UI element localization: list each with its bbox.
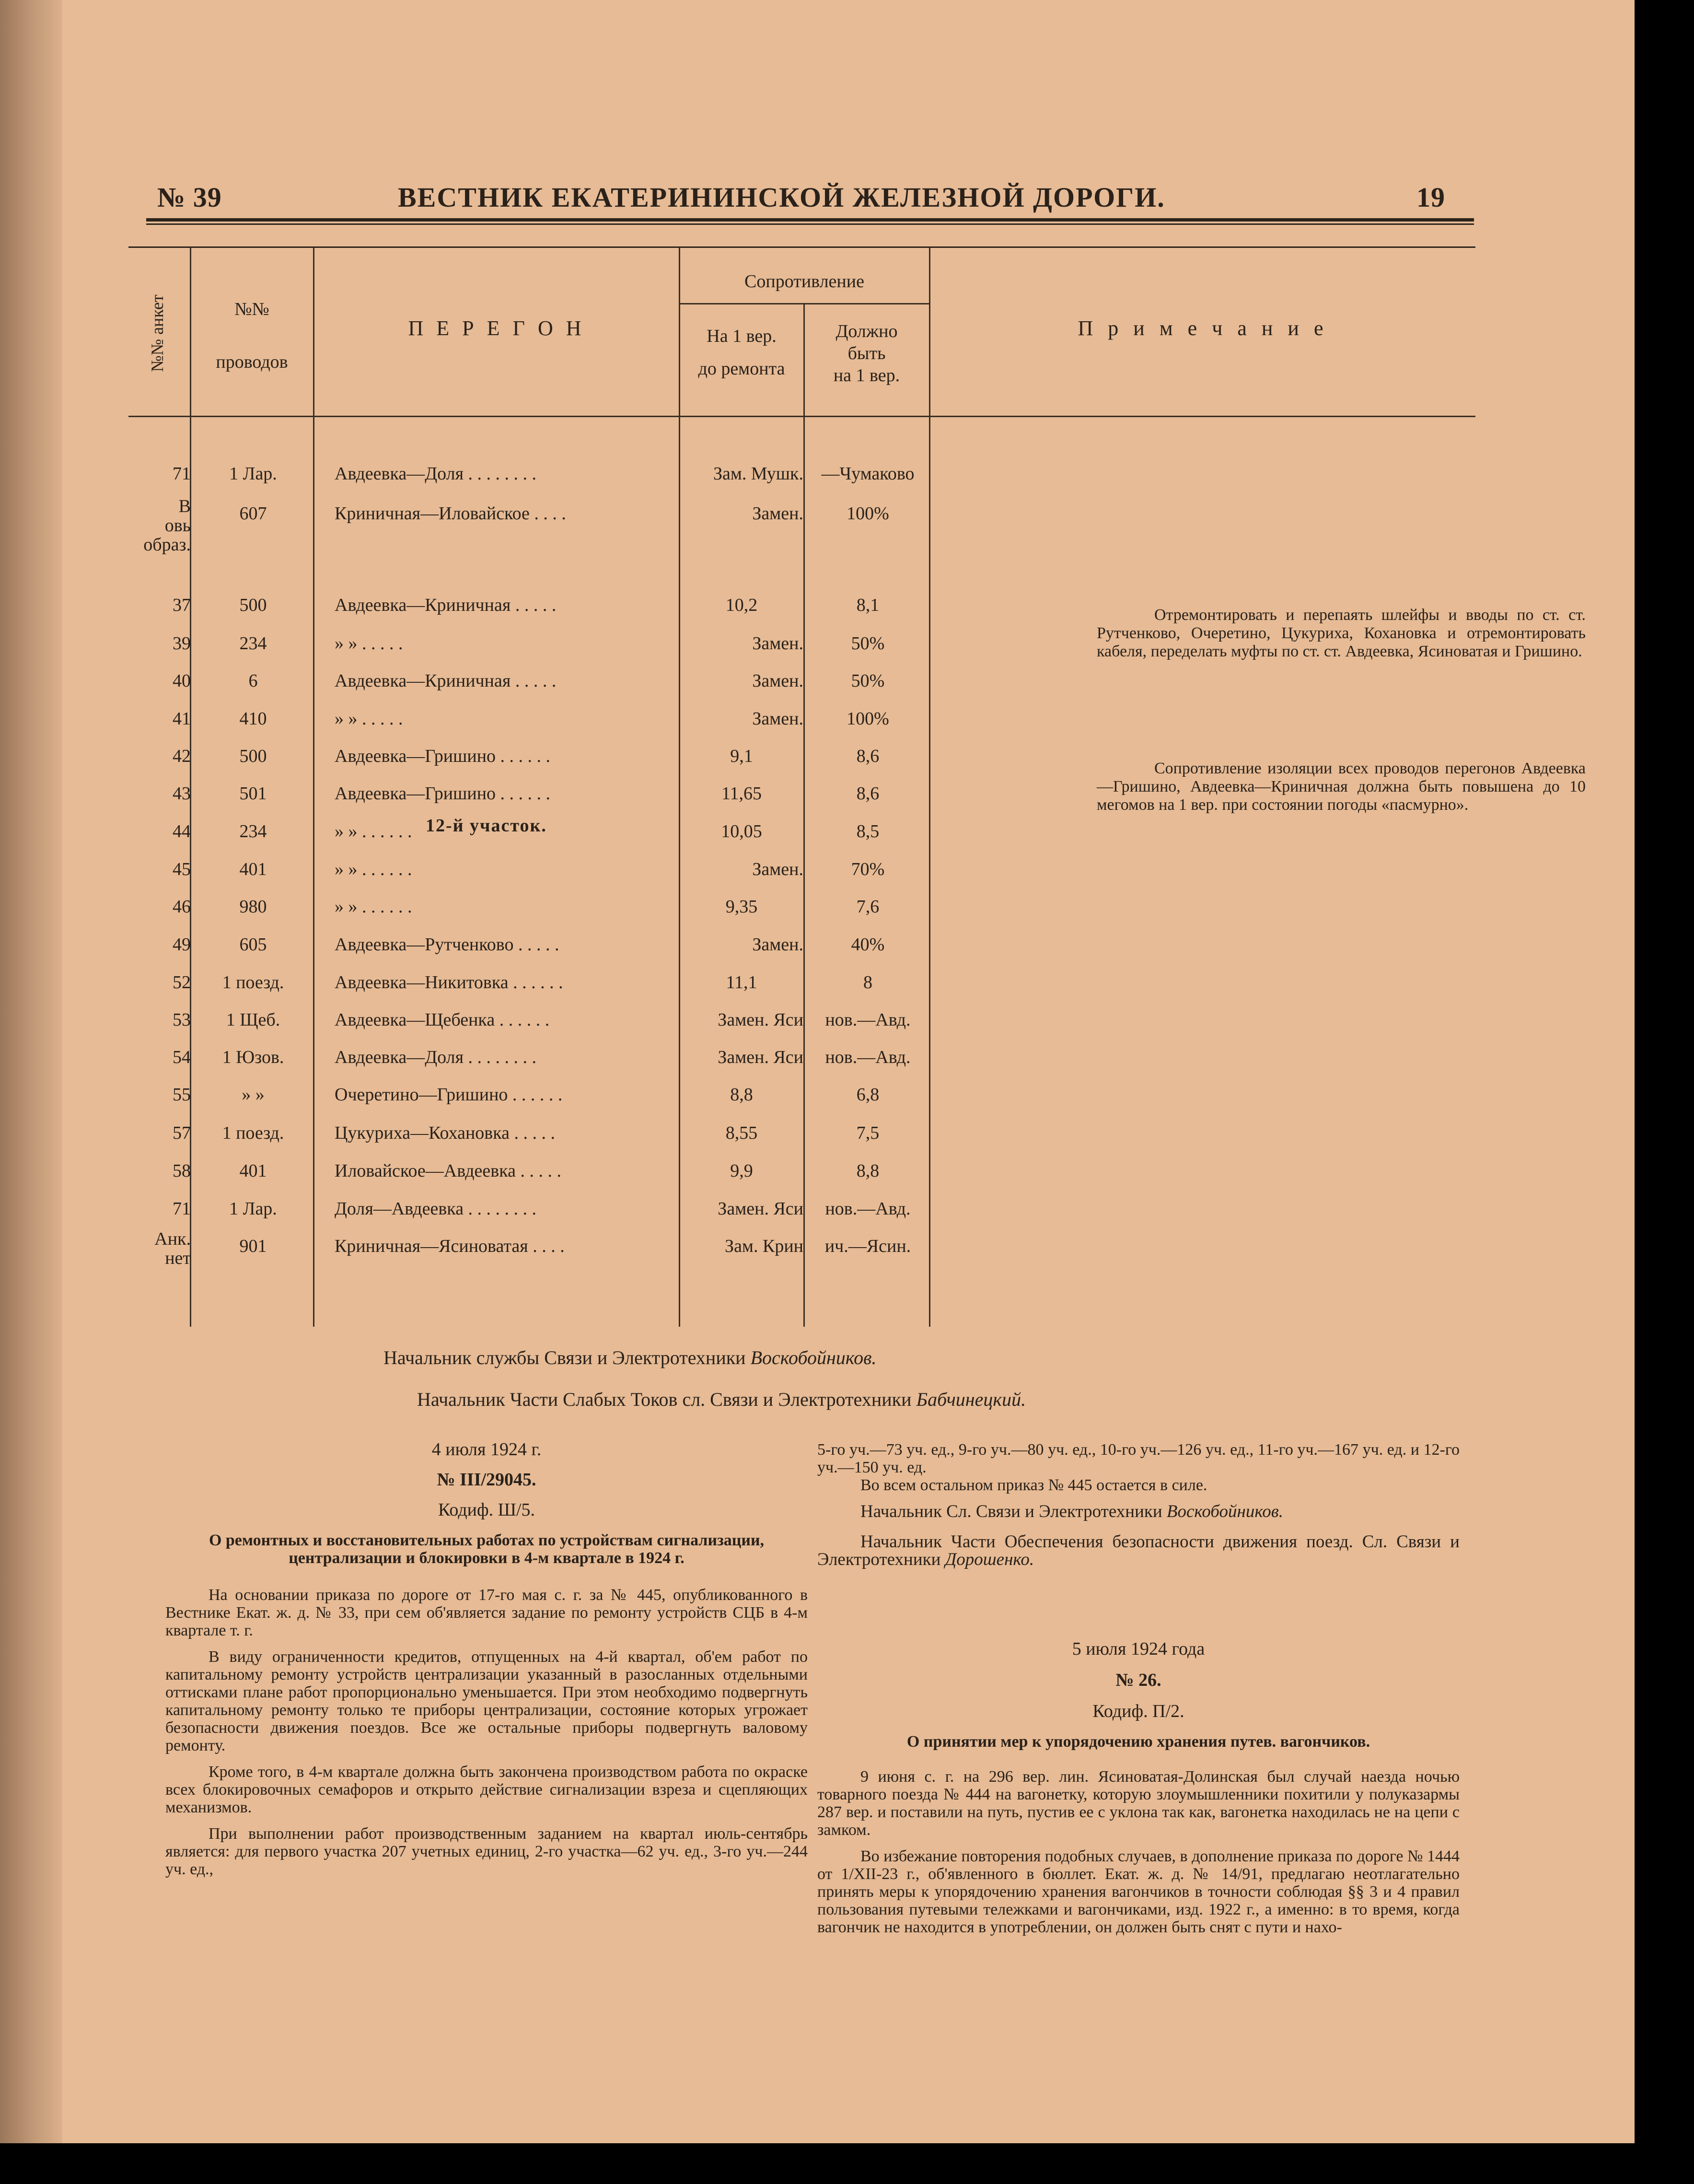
row-before-repair: 9,9	[730, 1161, 753, 1181]
row-peregon: Иловайское—Авдеевка . . . . .	[335, 1161, 561, 1181]
order-codif: Кодиф. Ш/5.	[438, 1500, 535, 1520]
row-peregon: Очеретино—Гришино . . . . . .	[335, 1085, 563, 1105]
row-before-repair: 10,05	[721, 821, 762, 841]
row-should-be: ич.—Ясин.	[824, 1236, 911, 1256]
row-before-repair: Зам. Мушк.	[713, 464, 803, 484]
row-wire-number: 6	[248, 671, 258, 691]
order2-number: № 26.	[1115, 1670, 1161, 1690]
row-peregon: » » . . . . .	[335, 709, 403, 729]
right-column	[817, 1441, 1460, 1945]
col-header-before-1: На 1 вер.	[707, 326, 777, 346]
row-wire-number: 401	[239, 859, 267, 879]
row-wire-number: 1 Лар.	[229, 1199, 277, 1219]
row-should-be: 100%	[847, 709, 889, 729]
order2-title: О принятии мер к упорядочению хранения путев. вагончиков.	[906, 1733, 1370, 1751]
row-peregon: Авдеевка—Рутченково . . . . .	[335, 934, 559, 955]
col-header-peregon: П Е Р Е Г О Н	[408, 316, 585, 340]
row-peregon: Авдеевка—Криничная . . . . .	[335, 595, 557, 615]
row-before-repair: 9,1	[730, 746, 753, 766]
table-row	[128, 455, 934, 492]
table-row	[128, 1227, 934, 1268]
table-row	[128, 700, 934, 737]
row-wire-number: 605	[239, 934, 267, 955]
row-peregon: Авдеевка—Доля . . . . . . . .	[335, 1047, 537, 1067]
header-bottom-rule	[128, 416, 1475, 417]
page-number: 19	[1416, 182, 1445, 213]
row-before-repair: 11,65	[721, 783, 762, 804]
row-wire-number: 234	[239, 633, 267, 654]
issue-number: № 39	[157, 182, 222, 213]
row-peregon: Криничная—Иловайское . . . .	[335, 503, 566, 524]
table-row	[128, 964, 934, 1001]
row-anc: 49	[173, 934, 191, 955]
row-peregon: Авдеевка—Никитовка . . . . . .	[335, 972, 563, 993]
row-before-repair: Замен. Яси	[718, 1047, 803, 1067]
table-row	[128, 926, 934, 963]
row-before-repair: Замен.	[752, 671, 803, 691]
col-header-should-1: Должно	[835, 321, 898, 341]
note-repair: Отремонтировать и перепаять шлейфы и вводы по ст. ст. Рутченково, Очеретино, Цукуриха, Кохановка и отремонтировать кабеля, переделать муфты по ст. ст. Авдеевка, Ясиноватая и Гришино.	[1097, 606, 1586, 660]
row-before-repair: 9,35	[725, 897, 758, 917]
table-row	[128, 1114, 934, 1152]
row-wire-number: 500	[239, 746, 267, 766]
row-anc: В овь образ.	[143, 496, 191, 555]
table-row	[128, 1076, 934, 1113]
table-row	[128, 625, 934, 662]
row-anc: 46	[173, 897, 191, 917]
row-before-repair: 10,2	[725, 595, 758, 615]
row-anc: Анк. нет	[154, 1229, 191, 1268]
row-should-be: 8,1	[856, 595, 880, 615]
row-wire-number: 1 поезд.	[222, 1123, 284, 1143]
row-should-be: 8,6	[856, 783, 880, 804]
row-should-be: 40%	[851, 934, 885, 955]
row-before-repair: 11,1	[726, 972, 757, 993]
row-anc: 40	[173, 671, 191, 691]
row-peregon: Доля—Авдеевка . . . . . . . .	[335, 1199, 537, 1219]
header-subrule	[680, 303, 929, 304]
row-before-repair: Замен. Яси	[718, 1199, 803, 1219]
row-peregon: Авдеевка—Криничная . . . . .	[335, 671, 557, 691]
paragraph: 5-го уч.—73 уч. ед., 9-го уч.—80 уч. ед., 10-го уч.—126 уч. ед., 11-го уч.—167 уч. ед. и 12-го уч.—150 уч. ед.	[817, 1441, 1460, 1476]
row-should-be: 50%	[851, 671, 885, 691]
row-peregon: » » . . . . . .	[335, 859, 412, 879]
row-anc: 39	[173, 633, 191, 654]
row-anc: 52	[173, 972, 191, 993]
order-title: О ремонтных и восстановительных работах по устройствам сигнализации, централизации и блокировки в 4-м квартале в 1924 г.	[209, 1531, 765, 1567]
signature-3	[817, 1503, 1460, 1520]
header-rule-thin	[146, 223, 1474, 225]
col-header-note: П р и м е ч а н и е	[1078, 316, 1328, 340]
row-before-repair: Замен.	[752, 709, 803, 729]
signature-2-name: Бабчинецкий.	[916, 1389, 1026, 1410]
row-wire-number: 1 Лар.	[229, 464, 277, 484]
row-should-be: нов.—Авд.	[825, 1199, 911, 1219]
left-column	[165, 1441, 808, 1887]
row-peregon: » » . . . . . .	[335, 897, 412, 917]
row-before-repair: 8,55	[725, 1123, 758, 1143]
paragraph: Во всем остальном приказ № 445 остается в силе.	[860, 1476, 1207, 1494]
table-row	[128, 1001, 934, 1039]
row-should-be: —Чумаково	[821, 464, 915, 484]
row-should-be: 6,8	[856, 1085, 880, 1105]
row-should-be: 7,5	[856, 1123, 880, 1143]
row-peregon: Авдеевка—Гришино . . . . . .	[335, 783, 551, 804]
table-row	[128, 1152, 934, 1190]
row-should-be: 8	[863, 972, 872, 993]
row-peregon: » » . . . . . .	[335, 821, 412, 841]
row-before-repair: 8,8	[730, 1085, 753, 1105]
row-wire-number: 234	[239, 821, 267, 841]
paragraph: Кроме того, в 4-м квартале должна быть закончена производством работа по окраске всех блокировочных семафоров и открыто действие сигнализации взреза и сцепляющих механизмов.	[165, 1763, 808, 1816]
resistance-table	[128, 248, 1586, 1327]
row-anc: 45	[173, 859, 191, 879]
table-row	[128, 586, 934, 624]
row-should-be: нов.—Авд.	[825, 1047, 911, 1067]
row-wire-number: 901	[239, 1236, 267, 1256]
paragraph: 9 июня с. г. на 296 вер. лин. Ясиноватая-Долинская был случай наезда ночью товарного поезда № 444 на вагонетку, которую злоумышленники похитили у полуказармы 287 вер. и поставили на путь, пустив ее с уклона так как, вагонетка находилась не на цепи с замком.	[817, 1768, 1460, 1839]
row-anc: 43	[173, 783, 191, 804]
row-peregon: Авдеевка—Гришино . . . . . .	[335, 746, 551, 766]
row-anc: 54	[173, 1047, 191, 1067]
paragraph: Во избежание повторения подобных случаев, в дополнение приказа по дороге № 1444 от 1/XII-23 г., об'явленного в бюллет. Екат. ж. д. № 14/91, предлагаю неотлагательно принять меры к упорядочению хранения вагончиков в точности соблюдая §§ 3 и 4 правил пользования путевыми тележками и вагончиками, изд. 1922 г., а именно: в то время, когда вагончик не находится в употреблении, он должен быть снят с пути и нахо-	[817, 1847, 1460, 1936]
row-wire-number: » »	[242, 1085, 265, 1105]
row-should-be: нов.—Авд.	[825, 1010, 911, 1030]
signature-3-text: Начальник Сл. Связи и Электротехники	[860, 1502, 1162, 1521]
paragraph: На основании приказа по дороге от 17-го мая с. г. за № 445, опубликованного в Вестнике Екат. ж. д. № 33, при сем об'является задание по ремонту устройств СЦБ в 4-м квартале т. г.	[165, 1586, 808, 1639]
row-anc: 55	[173, 1085, 191, 1105]
row-anc: 41	[173, 709, 191, 729]
row-should-be: 50%	[851, 633, 885, 654]
table-row	[128, 775, 934, 812]
col-header-should-2: быть	[847, 343, 886, 363]
order2-date: 5 июля 1924 года	[1072, 1639, 1205, 1659]
row-wire-number: 500	[239, 595, 267, 615]
row-peregon: Авдеевка—Щебенка . . . . . .	[335, 1010, 550, 1030]
col-header-no-2: проводов	[216, 352, 288, 372]
table-row	[128, 888, 934, 925]
row-peregon: Криничная—Ясиноватая . . . .	[335, 1236, 565, 1256]
row-wire-number: 1 Юзов.	[222, 1047, 284, 1067]
signature-4	[817, 1533, 1460, 1568]
row-should-be: 100%	[847, 503, 889, 524]
row-before-repair: Зам. Крин	[725, 1236, 803, 1256]
row-anc: 57	[173, 1123, 191, 1143]
row-wire-number: 980	[239, 897, 267, 917]
row-anc: 53	[173, 1010, 191, 1030]
signature-4-name: Дорошенко.	[945, 1550, 1034, 1569]
row-should-be: 70%	[851, 859, 885, 879]
note-insulation: Сопротивление изоляции всех проводов перегонов Авдеевка—Гришино, Авдеевка—Криничная должна быть повышена до 10 мегомов на 1 вер. при состоянии погоды «пасмурно».	[1097, 759, 1586, 814]
signature-2	[417, 1388, 1026, 1411]
row-should-be: 8,8	[856, 1161, 880, 1181]
row-anc: 37	[173, 595, 191, 615]
signature-1-text: Начальник службы Связи и Электротехники	[383, 1347, 746, 1368]
row-anc: 44	[173, 821, 191, 841]
row-before-repair: Замен.	[752, 503, 803, 524]
paragraph: В виду ограниченности кредитов, отпущенных на 4-й квартал, об'ем работ по капитальному ремонту устройств централизации указанный в разосланных отдельными оттисками плане работ пропорционально уменьшается. При этом необходимо подвергнуть капитальному ремонту только те приборы централизации, состояние которых угрожает безопасности движения поездов. Все же остальные приборы подвергнуть валовому ремонту.	[165, 1648, 808, 1754]
col-header-should-3: на 1 вер.	[833, 365, 900, 385]
row-wire-number: 501	[239, 783, 267, 804]
row-peregon: Авдеевка—Доля . . . . . . . .	[335, 464, 537, 484]
row-wire-number: 607	[239, 503, 267, 524]
col-header-before-2: до ремонта	[698, 359, 785, 379]
signature-1-name: Воскобойников.	[750, 1347, 877, 1368]
order2-codif: Кодиф. П/2.	[1092, 1701, 1184, 1721]
row-should-be: 8,5	[856, 821, 880, 841]
table-row	[128, 662, 934, 700]
header-rule	[146, 218, 1474, 222]
row-before-repair: Замен. Яси	[718, 1010, 803, 1030]
row-should-be: 7,6	[856, 897, 880, 917]
paragraph: При выполнении работ производственным заданием на квартал июль-сентябрь является: для первого участка 207 учетных единиц, 2-го участка—62 уч. ед., 3-го уч.—244 уч. ед.,	[165, 1825, 808, 1878]
table-row	[128, 851, 934, 888]
row-wire-number: 410	[239, 709, 267, 729]
row-anc: 58	[173, 1161, 191, 1181]
row-before-repair: Замен.	[752, 934, 803, 955]
col-header-anc: №№ анкет	[148, 294, 167, 372]
table-row	[128, 1039, 934, 1076]
row-anc: 71	[173, 464, 191, 484]
signature-3-name: Воскобойников.	[1166, 1502, 1284, 1521]
row-wire-number: 401	[239, 1161, 267, 1181]
signature-1	[383, 1346, 876, 1369]
row-wire-number: 1 поезд.	[222, 972, 284, 993]
col-header-resistance: Сопротивление	[744, 271, 864, 292]
row-anc: 42	[173, 746, 191, 766]
row-peregon: Цукуриха—Кохановка . . . . .	[335, 1123, 555, 1143]
page-binding	[0, 0, 62, 2143]
row-wire-number: 1 Щеб.	[226, 1010, 280, 1030]
col-header-no-1: №№	[234, 299, 269, 319]
newspaper-title: ВЕСТНИК ЕКАТЕРИНИНСКОЙ ЖЕЛЕЗНОЙ ДОРОГИ.	[398, 182, 1165, 213]
row-peregon: » » . . . . .	[335, 633, 403, 654]
section-heading: 12-й участок.	[426, 816, 547, 836]
signature-4-text: Начальник Части Обеспечения безопасности движения поезд. Сл. Связи и Электротехники	[817, 1532, 1460, 1569]
row-before-repair: Замен.	[752, 859, 803, 879]
order-number: № III/29045.	[437, 1470, 536, 1490]
table-row	[128, 813, 934, 850]
row-anc: 71	[173, 1199, 191, 1219]
table-row	[128, 1190, 934, 1227]
table-row	[128, 495, 934, 555]
order-date: 4 июля 1924 г.	[431, 1439, 542, 1460]
table-row	[128, 737, 934, 775]
row-should-be: 8,6	[856, 746, 880, 766]
row-before-repair: Замен.	[752, 633, 803, 654]
signature-2-text: Начальник Части Слабых Токов сл. Связи и Электротехники	[417, 1389, 912, 1410]
